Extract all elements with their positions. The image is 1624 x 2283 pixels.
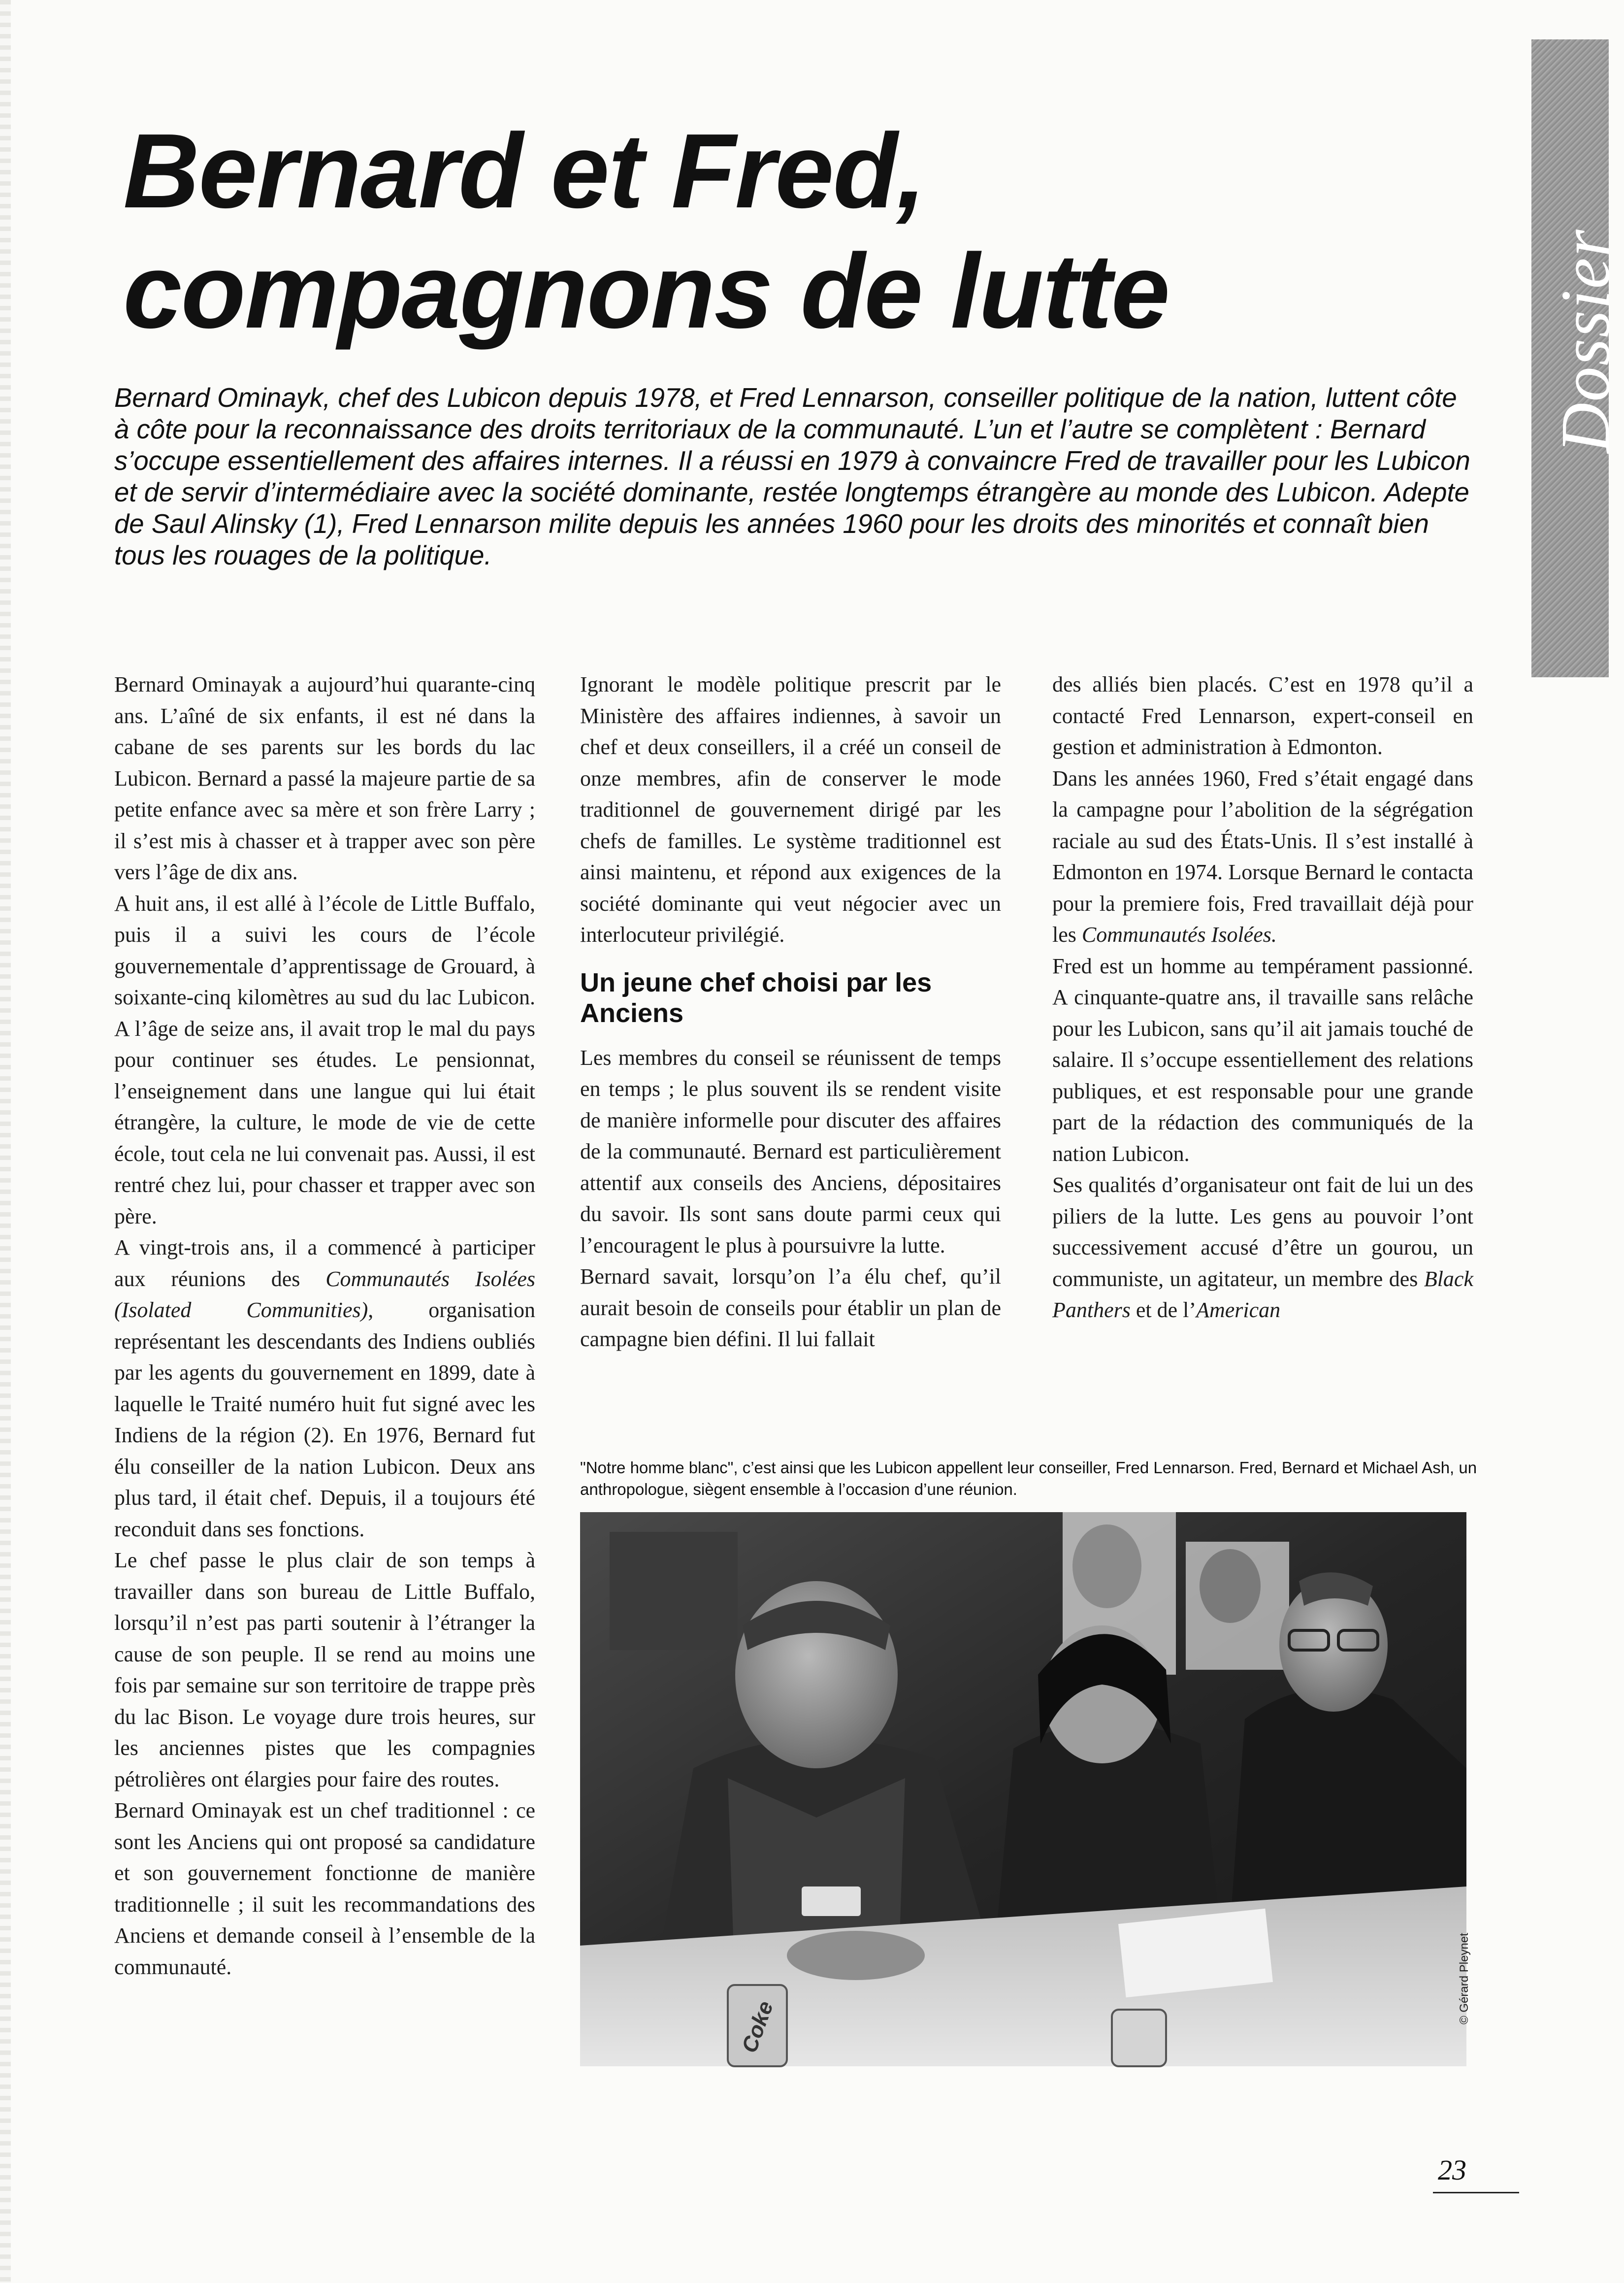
section-tab	[1531, 39, 1624, 677]
column-1	[114, 669, 535, 1983]
title-line-2: compagnons de lutte	[123, 232, 1169, 350]
paragraph: Les membres du conseil se réunissent de temps en temps ; le plus souvent ils se rendent visite de manière informelle pour discuter des affaires de la communauté. Bernard est particulièrement attentif aux conseils des Anciens, dépositaires du savoir. Ils sont sans doute parmi ceux qui l’encouragent le plus à poursuivre la lutte.	[580, 1045, 1001, 1257]
section-subhead: Un jeune chef choisi par les Anciens	[580, 967, 932, 1028]
italic-run: American	[1196, 1298, 1281, 1322]
column-3	[1052, 669, 1473, 1326]
intro-standfirst: Bernard Ominayk, chef des Lubicon depuis 1978, et Fred Lennarson, conseiller politique de la nation, luttent côte à côte pour la reconnaissance des droits territoriaux de la communauté. L’un et l’autre se complètent : Bernard s’occupe essentiellement des affaires internes. Il a réussi en 1979 à convaincre Fred de travailler pour les Lubicon et de servir d’intermédiaire avec la société dominante, restée longtemps étrangère au monde des Lubicon. Adepte de Saul Alinsky (1), Fred Lennarson milite depuis les années 1960 pour les droits des minorités et connaît bien tous les rouages de la politique.	[114, 383, 1470, 570]
italic-run: Communautés Isolées.	[1081, 923, 1277, 947]
meeting-photo	[580, 1512, 1466, 2066]
photo-credit: © Gérard Pleynet	[1458, 1933, 1471, 2024]
paragraph	[1052, 1169, 1473, 1326]
article-title	[123, 111, 1379, 351]
page-number: 23	[1438, 2154, 1466, 2186]
coke-can-left	[728, 1985, 787, 2066]
photo-caption: "Notre homme blanc", c’est ainsi que les Lubicon appellent leur conseiller, Fred Lennarson. Fred, Bernard et Michael Ash, un anthropologue, siègent ensemble à l’occasion d’une réunion.	[580, 1458, 1477, 1498]
italic-run: Black Panthers	[1052, 1266, 1473, 1322]
section-tab-label: Dossier	[1546, 229, 1624, 453]
text-run: , organisation représentant les descendants des Indiens oubliés par les agents du gouvernement en 1899, date à laquelle le Traité numéro huit fut signé avec les Indiens de la région (2). En 1976, Bernard fut élu conseiller de la nation Lubicon. Deux ans plus tard, il était chef. Depuis, il a toujours été reconduit dans ses fonctions.	[114, 1298, 535, 1541]
paragraph: Bernard Ominayak est un chef traditionnel : ce sont les Anciens qui ont proposé sa candidature et son gouvernement fonctionne de manière traditionnelle ; il suit les recommandations des Anciens et demande conseil à l’ensemble de la communauté.	[114, 1798, 535, 1979]
papers	[1118, 1909, 1273, 1998]
paragraph: A huit ans, il est allé à l’école de Little Buffalo, puis il a suivi les cours de l’école gouvernementale d’apprentissage de Grouard, à soixante-cinq kilomètres au sud du lac Lubicon. A l’âge de seize ans, il avait trop le mal du pays pour continuer ses études. Le pensionnat, l’enseignement dans une langue qui lui était étrangère, la culture, le mode de vie de cette école, tout cela ne lui convenait pas. Aussi, il est rentré chez lui, pour chasser et trapper avec son père.	[114, 891, 535, 1228]
italic-run: Communautés Isolées (Isolated Communities)	[114, 1266, 535, 1322]
paragraph: des alliés bien placés. C’est en 1978 qu’il a contacté Fred Lennarson, expert-conseil en gestion et administration à Edmonton.	[1052, 672, 1473, 759]
page-number-rule	[1433, 2192, 1519, 2193]
paragraph	[114, 1232, 535, 1545]
paragraph: Ignorant le modèle politique prescrit par le Ministère des affaires indiennes, à savoir un chef et deux conseillers, il a créé un conseil de onze membres, afin de conserver le mode traditionnel de gouvernement dirigé par les chefs de familles. Le système traditionnel est ainsi maintenu, et répond aux exigences de la société dominante qui veut négocier avec un interlocuteur privilégié.	[580, 672, 1001, 947]
paragraph: Le chef passe le plus clair de son temps à travailler dans son bureau de Little Buffalo, lorsqu’il n’est pas parti soutenir à l’étranger la cause de son peuple. Il se rend au moins une fois par semaine sur son territoire de trappe près du lac Bison. Le voyage dure trois heures, sur les anciennes pistes que les compagnies pétrolières ont élargies pour faire des routes.	[114, 1548, 535, 1791]
scan-edge	[0, 0, 11, 2283]
title-line-1: Bernard et Fred,	[123, 111, 925, 230]
text-run: et de l’	[1130, 1298, 1197, 1322]
paragraph: Bernard Ominayak a aujourd’hui quarante-cinq ans. L’aîné de six enfants, il est né dans la cabane de ses parents sur les bords du lac Lubicon. Bernard a passé la majeure partie de sa petite enfance avec sa mère et son frère Larry ; il s’est mis à chasser et à trapper avec son père vers l’âge de dix ans.	[114, 672, 535, 884]
paragraph	[1052, 763, 1473, 951]
meeting-photo-illustration	[580, 1512, 1466, 2066]
hands	[787, 1931, 925, 1980]
column-2	[580, 669, 1001, 1355]
paragraph: Fred est un homme au tempérament passionné. A cinquante-quatre ans, il travaille sans relâche pour les Lubicon, sans qu’il ait jamais touché de salaire. Il s’occupe essentiellement des relations publiques, et est responsable pour une grande part de la rédaction des communiqués de la nation Lubicon.	[1052, 954, 1473, 1166]
paragraph: Bernard savait, lorsqu’on l’a élu chef, qu’il aurait besoin de conseils pour établir un plan de campagne bien défini. Il lui fallait	[580, 1264, 1001, 1351]
can-label: Coke	[737, 1998, 778, 2056]
text-run: Ses qualités d’organisateur ont fait de lui un des piliers de la lutte. Les gens au pouvoir l’ont successivement accusé d’être un gourou, un communiste, un agitateur, un membre des	[1052, 1173, 1473, 1291]
text-run: Dans les années 1960, Fred s’était engagé dans la campagne pour l’abolition de la ségrégation raciale au sud des États-Unis. Il s’est installé à Edmonton en 1974. Lorsque Bernard le contacta pour la premiere fois, Fred travaillait déjà pour les	[1052, 766, 1473, 947]
coke-can-right	[1112, 2010, 1166, 2066]
text-run: A vingt-trois ans, il a commencé à participer aux réunions des	[114, 1235, 535, 1291]
